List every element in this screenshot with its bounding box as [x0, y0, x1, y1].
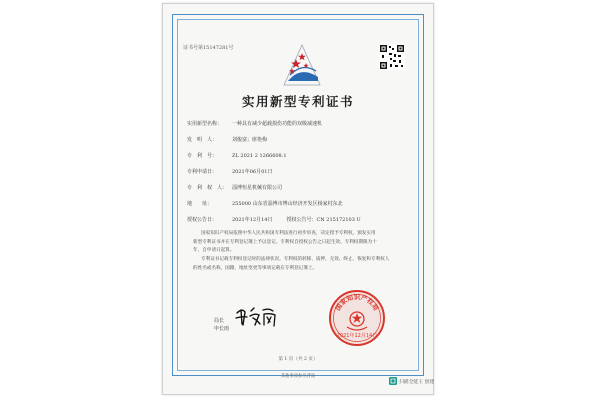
field-utility-model-name [187, 121, 322, 127]
field-label: 授权公告日： [187, 217, 218, 223]
field-inventor [187, 137, 267, 143]
page-indicator: 第 1 页（共 2 页） [278, 357, 318, 362]
field-value: 2021年12月14日 [232, 217, 273, 223]
certificate-title: 实用新型专利证书 [241, 94, 354, 109]
svg-text:国家知识产权局: 国家知识产权局 [333, 292, 381, 313]
field-value: 淄博恒星机械有限公司 [232, 185, 283, 191]
certificate-page [162, 3, 434, 395]
body-line: 的姓名或名称、国籍、地址变更等事项记载在专利登记簿上。 [193, 265, 318, 271]
director-name: 申长雨 [214, 326, 230, 332]
field-value: 2021年06月01日 [232, 169, 273, 175]
field-label: 实用新型名称： [187, 121, 223, 127]
patent-office-emblem-icon [278, 41, 326, 89]
field-value: 255000 山东省淄博市博山经济开发区杨家村东北 [232, 201, 343, 207]
director-block [214, 317, 229, 333]
field-patentee [187, 185, 282, 191]
field-value: 一种具有减少超载损伤功能的双级减速机 [232, 121, 323, 127]
field-label: 授权公告号： [286, 217, 317, 223]
field-value: 刘俊富；席艳梅 [232, 137, 268, 143]
body-line: 年，自申请日起算。 [193, 248, 235, 254]
svg-text:2021年12月14日: 2021年12月14日 [336, 333, 378, 339]
director-signature [233, 305, 279, 329]
footer-note: 其他事项参见背面 [280, 374, 316, 379]
director-label: 局长 [214, 318, 225, 324]
field-label: 专 利 权 人： [187, 185, 228, 191]
field-application-date [187, 169, 272, 175]
certificate-body-text [193, 230, 415, 274]
official-seal [328, 289, 386, 347]
field-label: 地 址： [187, 201, 213, 207]
field-value: CN 215172103 U [316, 217, 361, 223]
body-line: 新型专利证书并在专利登记簿上予以登记。专利权自授权公告之日起生效。专利权期限为十 [193, 239, 377, 245]
scanner-watermark-text: 扫描全能王 创建 [399, 380, 435, 385]
scanner-app-icon [389, 377, 397, 385]
certificate-number: 证书号第15147281号 [183, 45, 234, 51]
qr-code-icon [379, 44, 405, 70]
body-line: 国家知识产权局依照中华人民共和国专利法进行初步审查，决定授予专利权，颁发实用 [201, 231, 376, 236]
field-grant-date [187, 217, 361, 223]
field-label: 发 明 人： [187, 137, 218, 143]
field-patent-number [187, 153, 287, 159]
field-label: 专 利 号： [187, 153, 218, 159]
body-line: 专利证书记载专利权登记时的法律状况。专利权的转移、质押、无效、终止、恢复和专利权人 [201, 257, 390, 263]
field-address [187, 201, 343, 207]
field-value: ZL 2021 2 1266608.1 [232, 153, 287, 159]
field-label: 专利申请日： [187, 169, 218, 175]
